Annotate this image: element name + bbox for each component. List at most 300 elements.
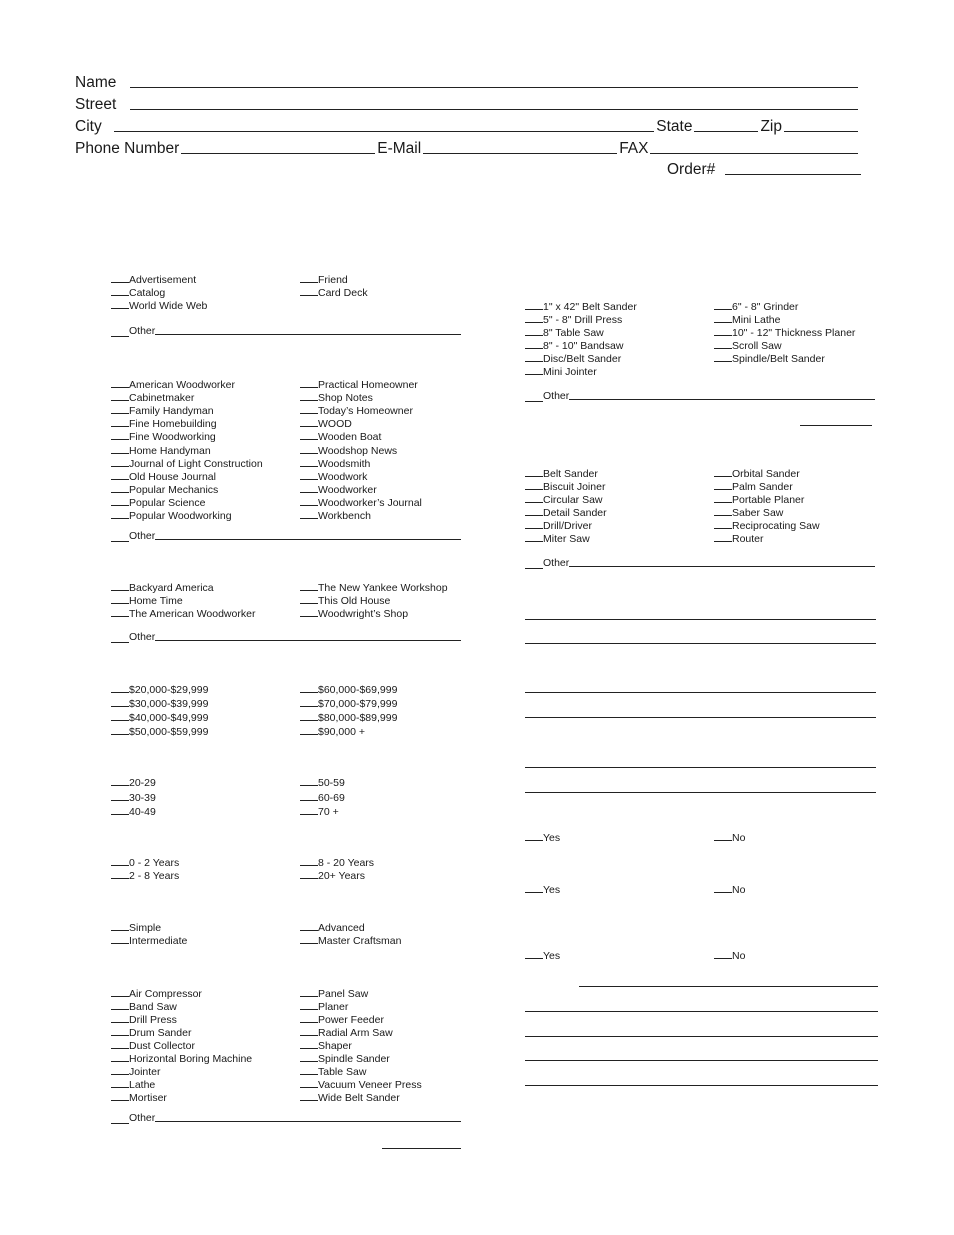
check-blank[interactable] — [300, 404, 318, 414]
check-blank[interactable] — [111, 496, 129, 506]
check-blank[interactable] — [525, 493, 543, 503]
checkbox-option-q10-a2[interactable] — [525, 326, 604, 340]
checkbox-option-q2-b0[interactable] — [300, 378, 418, 392]
check-blank[interactable] — [111, 327, 129, 337]
check-blank[interactable] — [111, 869, 129, 879]
checkbox-option-q1-a2[interactable] — [111, 299, 207, 313]
checkbox-option-q10-a4[interactable] — [525, 352, 621, 366]
option-label: Journal of Light Construction — [129, 457, 263, 470]
option-label: Mortiser — [129, 1092, 167, 1104]
checkbox-option-q2-b6[interactable] — [300, 457, 370, 471]
check-blank[interactable] — [525, 326, 543, 336]
checkbox-option-q8-b3[interactable] — [300, 1026, 393, 1040]
checkbox-option-q5-b2[interactable] — [300, 805, 339, 819]
checkbox-option-q8-b2[interactable] — [300, 1013, 384, 1027]
checkbox-option-q8-a0[interactable] — [111, 987, 202, 1001]
check-blank[interactable] — [111, 299, 129, 309]
other-fill-line[interactable] — [155, 333, 461, 335]
checkbox-option-q8-a7[interactable] — [111, 1078, 155, 1092]
no-option-q18[interactable] — [714, 949, 745, 963]
check-blank[interactable] — [111, 1052, 129, 1062]
option-label: 2 - 8 Years — [129, 870, 180, 882]
check-blank[interactable] — [300, 697, 318, 707]
checkbox-option-q10-a3[interactable] — [525, 339, 623, 353]
check-blank[interactable] — [525, 506, 543, 516]
check-blank[interactable] — [111, 1026, 129, 1036]
street-label: Street — [75, 96, 117, 113]
option-label: 0 - 2 Years — [129, 857, 180, 869]
option-label: Yes — [543, 950, 561, 962]
other-fill-line[interactable] — [155, 1120, 461, 1122]
checkbox-option-q2-a5[interactable] — [111, 444, 211, 458]
q13-answer-line-1[interactable] — [525, 618, 876, 620]
other-field-q12[interactable] — [525, 557, 875, 569]
checkbox-option-q1-b0[interactable] — [300, 273, 348, 287]
option-label: 5" - 8" Drill Press — [543, 314, 623, 326]
check-blank[interactable] — [111, 776, 129, 786]
check-blank[interactable] — [525, 883, 543, 893]
q11-answer-line[interactable] — [800, 424, 872, 426]
check-blank[interactable] — [714, 300, 732, 310]
check-blank[interactable] — [111, 856, 129, 866]
checkbox-option-q8-a3[interactable] — [111, 1026, 191, 1040]
checkbox-option-q2-b7[interactable] — [300, 470, 367, 484]
other-fill-line[interactable] — [155, 538, 461, 540]
check-blank[interactable] — [111, 607, 129, 617]
checkbox-option-q8-a8[interactable] — [111, 1091, 167, 1105]
option-label: $90,000 + — [318, 726, 366, 738]
other-label: Other — [543, 390, 570, 402]
option-label: Air Compressor — [129, 988, 202, 1000]
check-blank[interactable] — [300, 1026, 318, 1036]
checkbox-option-q6-a1[interactable] — [111, 869, 179, 883]
check-blank[interactable] — [525, 831, 543, 841]
check-blank[interactable] — [111, 509, 129, 519]
q15-answer-line-2[interactable] — [525, 791, 876, 793]
checkbox-option-q2-b5[interactable] — [300, 444, 397, 458]
check-blank[interactable] — [111, 483, 129, 493]
check-blank[interactable] — [111, 273, 129, 283]
check-blank[interactable] — [111, 921, 129, 931]
check-blank[interactable] — [300, 378, 318, 388]
comments-line-1[interactable] — [579, 985, 878, 987]
comments-line-5[interactable] — [525, 1084, 878, 1086]
checkbox-option-q10-a5[interactable] — [525, 365, 597, 379]
option-label: The American Woodworker — [129, 608, 256, 620]
checkbox-option-q3-b1[interactable] — [300, 594, 390, 608]
checkbox-option-q3-a0[interactable] — [111, 581, 214, 595]
comments-line-4[interactable] — [525, 1059, 878, 1061]
check-blank[interactable] — [525, 339, 543, 349]
check-blank[interactable] — [300, 273, 318, 283]
option-label: 50-59 — [318, 777, 345, 789]
other-field-q10[interactable] — [525, 390, 875, 402]
checkbox-option-q8-a5[interactable] — [111, 1052, 252, 1066]
check-blank[interactable] — [300, 607, 318, 617]
check-blank[interactable] — [300, 683, 318, 693]
option-label: 40-49 — [129, 806, 156, 818]
check-blank[interactable] — [111, 1078, 129, 1088]
checkbox-option-q2-b8[interactable] — [300, 483, 377, 497]
option-label: $80,000-$89,999 — [318, 712, 398, 724]
no-option-q17[interactable] — [714, 883, 745, 897]
checkbox-option-q3-b0[interactable] — [300, 581, 448, 595]
checkbox-option-q5-b0[interactable] — [300, 776, 345, 790]
check-blank[interactable] — [300, 1065, 318, 1075]
option-label: Master Craftsman — [318, 935, 402, 947]
checkbox-option-q6-b1[interactable] — [300, 869, 365, 883]
option-label: No — [732, 950, 746, 962]
checkbox-option-q5-a0[interactable] — [111, 776, 156, 790]
yes-option-q17[interactable] — [525, 883, 560, 897]
comments-line-2[interactable] — [525, 1010, 878, 1012]
check-blank[interactable] — [300, 934, 318, 944]
check-blank[interactable] — [300, 921, 318, 931]
option-label: Card Deck — [318, 287, 368, 299]
check-blank[interactable] — [300, 805, 318, 815]
option-label: Woodsmith — [318, 457, 371, 470]
checkbox-option-q12-b0[interactable] — [714, 467, 800, 481]
check-blank[interactable] — [111, 633, 129, 643]
checkbox-option-q2-a6[interactable] — [111, 457, 263, 471]
check-blank[interactable] — [300, 483, 318, 493]
check-blank[interactable] — [714, 883, 732, 893]
other-field-q1[interactable] — [111, 325, 461, 337]
check-blank[interactable] — [300, 391, 318, 401]
check-blank[interactable] — [111, 430, 129, 440]
checkbox-option-q2-a2[interactable] — [111, 404, 214, 418]
checkbox-option-q8-a2[interactable] — [111, 1013, 177, 1027]
check-blank[interactable] — [714, 326, 732, 336]
check-blank[interactable] — [300, 987, 318, 997]
check-blank[interactable] — [300, 444, 318, 454]
other-fill-line[interactable] — [569, 565, 875, 567]
check-blank[interactable] — [300, 791, 318, 801]
checkbox-option-q2-b9[interactable] — [300, 496, 422, 510]
option-label: Popular Science — [129, 496, 206, 509]
option-label: 70 + — [318, 806, 339, 818]
check-blank[interactable] — [111, 725, 129, 735]
checkbox-option-q12-b2[interactable] — [714, 493, 804, 507]
option-label: The New Yankee Workshop — [318, 582, 448, 594]
checkbox-option-q8-b6[interactable] — [300, 1065, 366, 1079]
checkbox-option-q8-b8[interactable] — [300, 1091, 400, 1105]
check-blank[interactable] — [111, 444, 129, 454]
other-fill-line[interactable] — [569, 398, 875, 400]
checkbox-option-q2-a10[interactable] — [111, 509, 232, 523]
state-label: State — [656, 118, 693, 135]
option-label: Scroll Saw — [732, 340, 782, 352]
checkbox-option-q12-a2[interactable] — [525, 493, 603, 507]
check-blank[interactable] — [111, 286, 129, 296]
option-label: Cabinetmaker — [129, 392, 195, 405]
check-blank[interactable] — [714, 480, 732, 490]
check-blank[interactable] — [300, 509, 318, 519]
option-label: 20+ Years — [318, 870, 366, 882]
option-label: 8" Table Saw — [543, 327, 604, 339]
checkbox-option-q8-a6[interactable] — [111, 1065, 161, 1079]
checkbox-option-q7-b1[interactable] — [300, 934, 401, 948]
check-blank[interactable] — [714, 831, 732, 841]
option-label: Workbench — [318, 510, 371, 522]
checkbox-option-q4-a2[interactable] — [111, 711, 208, 725]
option-label: Home Time — [129, 595, 183, 607]
check-blank[interactable] — [714, 313, 732, 323]
checkbox-option-q2-a9[interactable] — [111, 496, 205, 510]
check-blank[interactable] — [111, 581, 129, 591]
checkbox-option-q12-b4[interactable] — [714, 519, 820, 533]
option-label: 6" - 8" Grinder — [732, 301, 799, 313]
option-label: $70,000-$79,999 — [318, 698, 398, 710]
checkbox-option-q2-a8[interactable] — [111, 483, 218, 497]
checkbox-option-q2-a4[interactable] — [111, 430, 216, 444]
checkbox-option-q10-a0[interactable] — [525, 300, 637, 314]
check-blank[interactable] — [300, 1091, 318, 1101]
check-blank[interactable] — [525, 365, 543, 375]
check-blank[interactable] — [525, 467, 543, 477]
q14-answer-line-1[interactable] — [525, 691, 876, 693]
check-blank[interactable] — [714, 493, 732, 503]
checkbox-option-q12-a3[interactable] — [525, 506, 607, 520]
checkbox-option-q7-b0[interactable] — [300, 921, 365, 935]
checkbox-option-q10-b1[interactable] — [714, 313, 780, 327]
checkbox-option-q6-b0[interactable] — [300, 856, 374, 870]
q9-answer-line[interactable] — [382, 1147, 461, 1149]
checkbox-option-q10-b3[interactable] — [714, 339, 782, 353]
check-blank[interactable] — [300, 286, 318, 296]
check-blank[interactable] — [111, 378, 129, 388]
option-label: Catalog — [129, 287, 166, 299]
check-blank[interactable] — [111, 805, 129, 815]
check-blank[interactable] — [525, 519, 543, 529]
checkbox-option-q3-a1[interactable] — [111, 594, 183, 608]
check-blank[interactable] — [300, 594, 318, 604]
check-blank[interactable] — [525, 300, 543, 310]
checkbox-option-q10-b4[interactable] — [714, 352, 825, 366]
check-blank[interactable] — [300, 430, 318, 440]
check-blank[interactable] — [111, 470, 129, 480]
check-blank[interactable] — [300, 711, 318, 721]
no-option-q16[interactable] — [714, 831, 745, 845]
check-blank[interactable] — [111, 1039, 129, 1049]
check-blank[interactable] — [111, 987, 129, 997]
checkbox-option-q12-a0[interactable] — [525, 467, 598, 481]
checkbox-option-q12-b3[interactable] — [714, 506, 783, 520]
checkbox-option-q8-b1[interactable] — [300, 1000, 348, 1014]
option-label: 60-69 — [318, 791, 345, 804]
check-blank[interactable] — [300, 457, 318, 467]
order-label: Order# — [667, 161, 716, 178]
option-label: Vacuum Veneer Press — [318, 1079, 422, 1091]
checkbox-option-q2-a7[interactable] — [111, 470, 216, 484]
checkbox-option-q3-b2[interactable] — [300, 607, 408, 621]
check-blank[interactable] — [111, 417, 129, 427]
option-label: Planer — [318, 1001, 349, 1013]
checkbox-option-q8-b4[interactable] — [300, 1039, 352, 1053]
checkbox-option-q4-b1[interactable] — [300, 697, 397, 711]
checkbox-option-q2-b4[interactable] — [300, 430, 381, 444]
checkbox-option-q3-a2[interactable] — [111, 607, 255, 621]
zip-label: Zip — [760, 118, 782, 135]
checkbox-option-q2-a3[interactable] — [111, 417, 217, 431]
q15-answer-line-1[interactable] — [525, 766, 876, 768]
option-label: Horizontal Boring Machine — [129, 1053, 253, 1065]
checkbox-option-q2-b3[interactable] — [300, 417, 352, 431]
checkbox-option-q4-b2[interactable] — [300, 711, 397, 725]
check-blank[interactable] — [111, 457, 129, 467]
option-label: This Old House — [318, 595, 391, 607]
checkbox-option-q4-a0[interactable] — [111, 683, 208, 697]
check-blank[interactable] — [300, 417, 318, 427]
check-blank[interactable] — [300, 725, 318, 735]
check-blank[interactable] — [525, 532, 543, 542]
check-blank[interactable] — [300, 1039, 318, 1049]
option-label: Panel Saw — [318, 988, 369, 1000]
other-label: Other — [129, 530, 156, 542]
checkbox-option-q2-b10[interactable] — [300, 509, 371, 523]
checkbox-option-q2-a1[interactable] — [111, 391, 194, 405]
check-blank[interactable] — [525, 313, 543, 323]
q13-answer-line-2[interactable] — [525, 642, 876, 644]
option-label: 8" - 10" Bandsaw — [543, 340, 624, 352]
checkbox-option-q8-b0[interactable] — [300, 987, 368, 1001]
checkbox-option-q8-b7[interactable] — [300, 1078, 422, 1092]
option-label: Spindle Sander — [318, 1053, 390, 1065]
option-label: Miter Saw — [543, 533, 590, 545]
checkbox-option-q1-a0[interactable] — [111, 273, 196, 287]
checkbox-option-q10-b0[interactable] — [714, 300, 798, 314]
option-label: Practical Homeowner — [318, 379, 418, 391]
check-blank[interactable] — [111, 1000, 129, 1010]
check-blank[interactable] — [111, 791, 129, 801]
other-fill-line[interactable] — [155, 639, 461, 641]
checkbox-option-q5-a1[interactable] — [111, 791, 156, 805]
option-label: American Woodworker — [129, 379, 236, 391]
check-blank[interactable] — [300, 1052, 318, 1062]
option-label: Disc/Belt Sander — [543, 353, 622, 365]
check-blank[interactable] — [714, 467, 732, 477]
check-blank[interactable] — [714, 339, 732, 349]
checkbox-option-q10-b2[interactable] — [714, 326, 855, 340]
check-blank[interactable] — [111, 594, 129, 604]
option-label: 8 - 20 Years — [318, 857, 375, 869]
check-blank[interactable] — [111, 1013, 129, 1023]
check-blank[interactable] — [111, 532, 129, 542]
check-blank[interactable] — [111, 391, 129, 401]
checkbox-option-q2-a0[interactable] — [111, 378, 235, 392]
option-label: Drill Press — [129, 1014, 177, 1026]
option-label: Wide Belt Sander — [318, 1092, 400, 1104]
check-blank[interactable] — [714, 949, 732, 959]
check-blank[interactable] — [300, 581, 318, 591]
checkbox-option-q12-a4[interactable] — [525, 519, 592, 533]
checkbox-option-q2-b1[interactable] — [300, 391, 373, 405]
email-label: E-Mail — [377, 140, 422, 157]
checkbox-option-q12-a5[interactable] — [525, 532, 590, 546]
check-blank[interactable] — [111, 1091, 129, 1101]
q14-answer-line-2[interactable] — [525, 716, 876, 718]
check-blank[interactable] — [714, 352, 732, 362]
option-label: Woodworker — [318, 483, 377, 496]
checkbox-option-q7-a0[interactable] — [111, 921, 161, 935]
check-blank[interactable] — [111, 697, 129, 707]
check-blank[interactable] — [111, 404, 129, 414]
checkbox-option-q5-b1[interactable] — [300, 791, 345, 805]
checkbox-option-q8-a4[interactable] — [111, 1039, 195, 1053]
check-blank[interactable] — [111, 1114, 129, 1124]
option-label: Woodworker’s Journal — [318, 496, 422, 509]
check-blank[interactable] — [300, 1000, 318, 1010]
option-label: $40,000-$49,999 — [129, 712, 209, 724]
check-blank[interactable] — [111, 683, 129, 693]
check-blank[interactable] — [111, 1065, 129, 1075]
checkbox-option-q12-a1[interactable] — [525, 480, 605, 494]
comments-line-3[interactable] — [525, 1035, 878, 1037]
checkbox-option-q12-b5[interactable] — [714, 532, 764, 546]
yes-option-q16[interactable] — [525, 831, 560, 845]
check-blank[interactable] — [714, 506, 732, 516]
option-label: Jointer — [129, 1066, 161, 1078]
check-blank[interactable] — [111, 711, 129, 721]
option-label: Router — [732, 533, 764, 545]
checkbox-option-q8-b5[interactable] — [300, 1052, 390, 1066]
check-blank[interactable] — [300, 470, 318, 480]
option-label: Today’s Homeowner — [318, 405, 413, 418]
checkbox-option-q6-a0[interactable] — [111, 856, 179, 870]
checkbox-option-q7-a1[interactable] — [111, 934, 187, 948]
checkbox-option-q10-a1[interactable] — [525, 313, 622, 327]
check-blank[interactable] — [300, 869, 318, 879]
option-label: Band Saw — [129, 1001, 177, 1013]
option-label: WOOD — [318, 418, 352, 431]
other-field-q8[interactable] — [111, 1112, 461, 1124]
check-blank[interactable] — [525, 352, 543, 362]
option-label: Drill/Driver — [543, 520, 592, 532]
check-blank[interactable] — [714, 532, 732, 542]
checkbox-option-q8-a1[interactable] — [111, 1000, 177, 1014]
check-blank[interactable] — [300, 776, 318, 786]
checkbox-option-q2-b2[interactable] — [300, 404, 413, 418]
check-blank[interactable] — [525, 392, 543, 402]
other-field-q3[interactable] — [111, 631, 461, 643]
other-field-q2[interactable] — [111, 530, 461, 542]
option-label: Advertisement — [129, 274, 197, 286]
option-label: Wooden Boat — [318, 431, 382, 444]
check-blank[interactable] — [525, 480, 543, 490]
check-blank[interactable] — [300, 1013, 318, 1023]
check-blank[interactable] — [525, 949, 543, 959]
yes-option-q18[interactable] — [525, 949, 560, 963]
checkbox-option-q1-b1[interactable] — [300, 286, 368, 300]
checkbox-option-q4-a1[interactable] — [111, 697, 208, 711]
check-blank[interactable] — [525, 559, 543, 569]
checkbox-option-q4-b3[interactable] — [300, 725, 365, 739]
checkbox-option-q4-a3[interactable] — [111, 725, 208, 739]
other-label: Other — [129, 325, 156, 337]
option-label: Home Handyman — [129, 444, 211, 457]
check-blank[interactable] — [300, 1078, 318, 1088]
checkbox-option-q5-a2[interactable] — [111, 805, 156, 819]
check-blank[interactable] — [300, 856, 318, 866]
check-blank[interactable] — [714, 519, 732, 529]
option-label: Table Saw — [318, 1066, 367, 1078]
checkbox-option-q4-b0[interactable] — [300, 683, 397, 697]
checkbox-option-q12-b1[interactable] — [714, 480, 793, 494]
check-blank[interactable] — [111, 934, 129, 944]
checkbox-option-q1-a1[interactable] — [111, 286, 165, 300]
check-blank[interactable] — [300, 496, 318, 506]
option-label: Yes — [543, 832, 561, 844]
